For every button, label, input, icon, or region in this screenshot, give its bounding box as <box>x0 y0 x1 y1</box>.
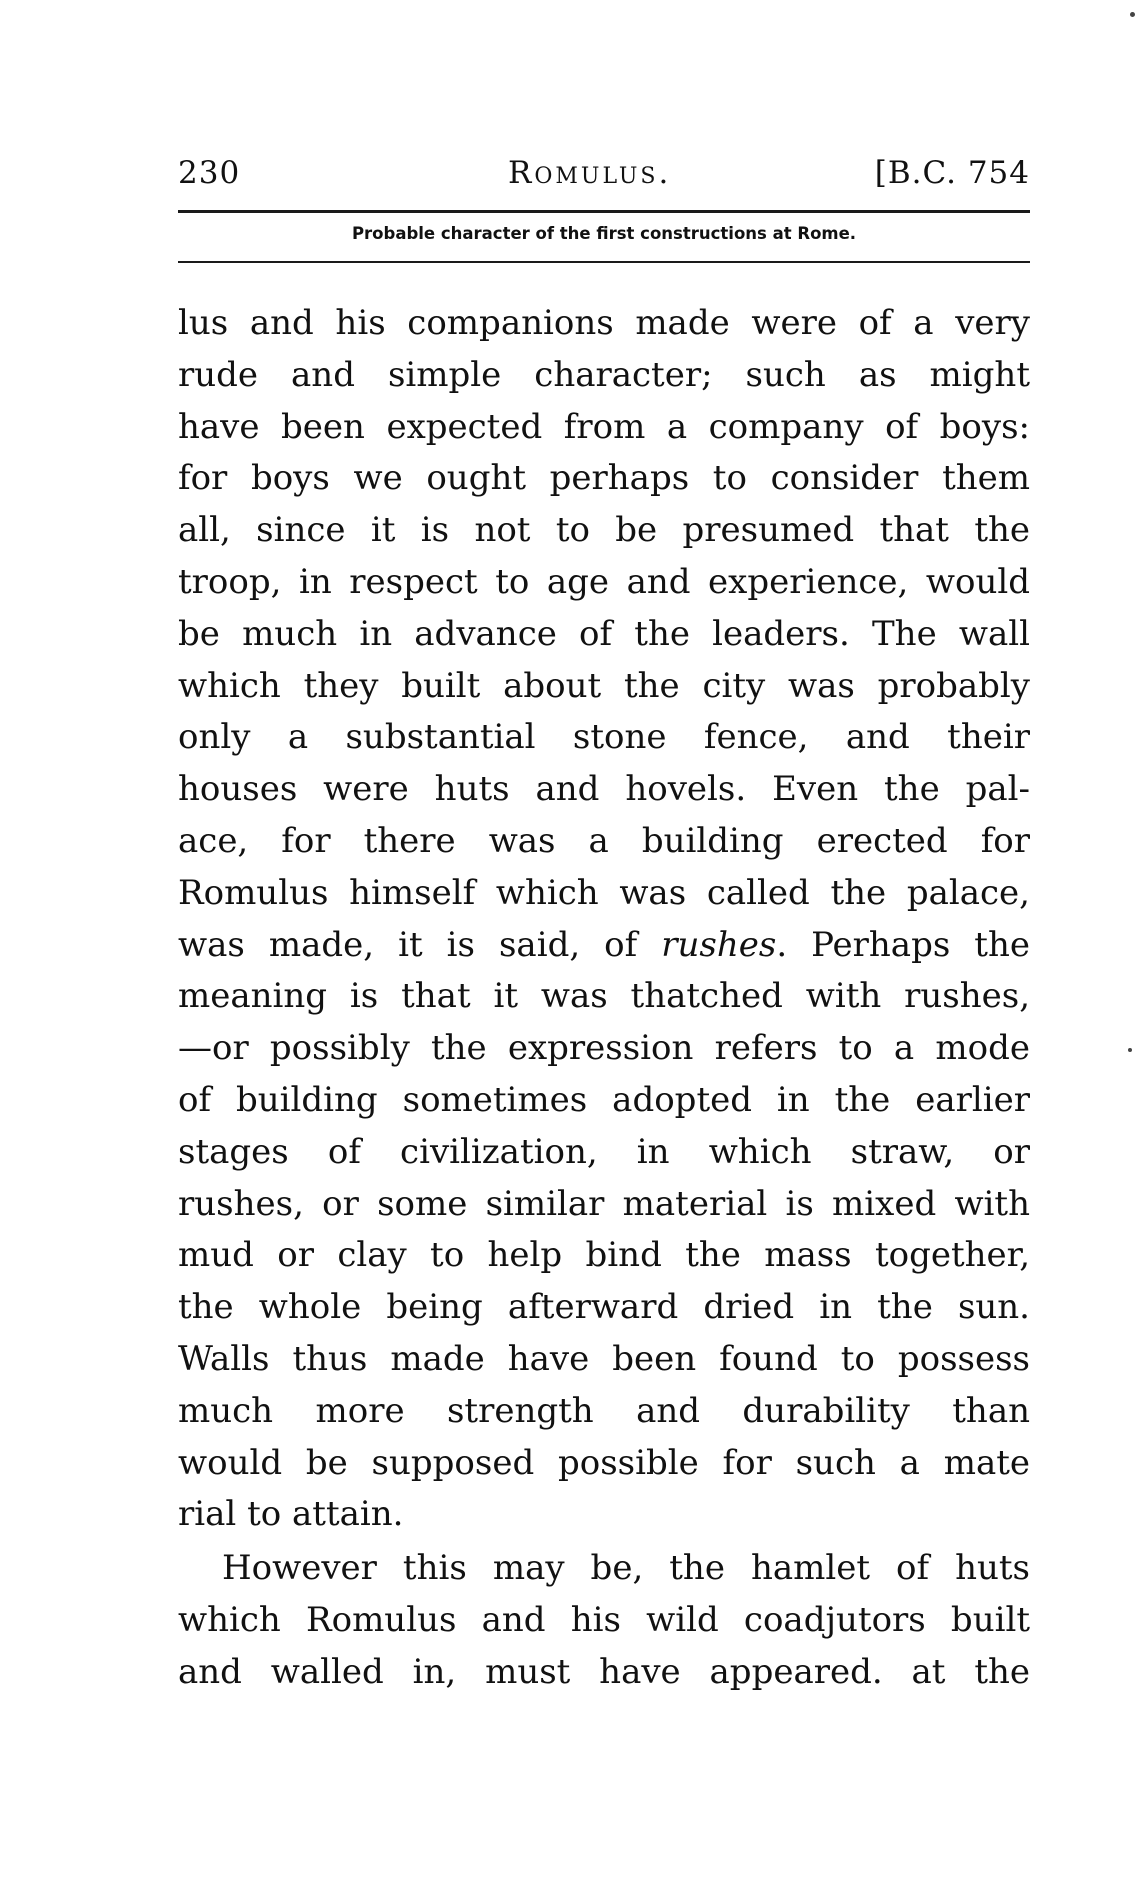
date-reference: [B.C. 754 <box>874 155 1030 191</box>
text-line: houses were huts and hovels. Even the pal- <box>178 769 1030 810</box>
text-line: much more strength and durability than <box>178 1390 1030 1431</box>
text-line: and walled in, must have appeared. at the <box>178 1651 1030 1692</box>
text-line: stages of civilization, in which straw, or <box>178 1131 1030 1172</box>
text-line: have been expected from a company of boys: <box>178 406 1030 447</box>
italic-word: rushes <box>661 924 777 965</box>
header-rule-top <box>178 210 1030 213</box>
text-line: meaning is that it was thatched with rushes, <box>178 976 1030 1017</box>
chapter-subhead: Probable character of the first constructions at Rome. <box>351 224 857 243</box>
text-line: rude and simple character; such as might <box>178 354 1030 395</box>
scan-speck <box>1128 1048 1132 1052</box>
text-fragment: was made, it is said, of <box>178 924 638 965</box>
text-line: However this may be, the hamlet of huts <box>222 1548 1030 1589</box>
text-line: only a substantial stone fence, and their <box>178 717 1030 758</box>
text-line: Romulus himself which was called the palace, <box>178 872 1030 913</box>
page-number: 230 <box>178 155 241 191</box>
running-head: Romulus. <box>508 155 672 191</box>
text-line: for boys we ought perhaps to consider them <box>178 458 1030 499</box>
text-line: of building sometimes adopted in the earlier <box>178 1079 1030 1120</box>
text-line: would be supposed possible for such a mate <box>178 1442 1030 1483</box>
text-line: lus and his companions made were of a very <box>178 303 1030 343</box>
text-line: the whole being afterward dried in the sun. <box>178 1287 1030 1328</box>
text-line: troop, in respect to age and experience, would <box>178 561 1030 602</box>
text-line: all, since it is not to be presumed that the <box>178 510 1030 551</box>
text-line: mud or clay to help bind the mass together, <box>178 1235 1030 1276</box>
text-line: Walls thus made have been found to possess <box>178 1338 1030 1379</box>
text-line: which they built about the city was probably <box>178 665 1030 706</box>
scan-speck <box>1130 12 1135 17</box>
text-line-with-italic <box>178 920 1030 972</box>
body-text <box>178 298 1030 1699</box>
header-rule-bottom <box>178 261 1030 263</box>
text-line: be much in advance of the leaders. The wall <box>178 613 1030 654</box>
text-line: —or possibly the expression refers to a mode <box>178 1028 1030 1069</box>
text-line: rial to attain. <box>178 1494 404 1535</box>
text-line: ace, for there was a building erected for <box>178 820 1030 861</box>
text-line: which Romulus and his wild coadjutors built <box>178 1599 1030 1640</box>
text-fragment: . Perhaps the <box>776 924 1030 965</box>
page-header <box>178 155 1030 195</box>
text-line: rushes, or some similar material is mixed with <box>178 1183 1030 1224</box>
